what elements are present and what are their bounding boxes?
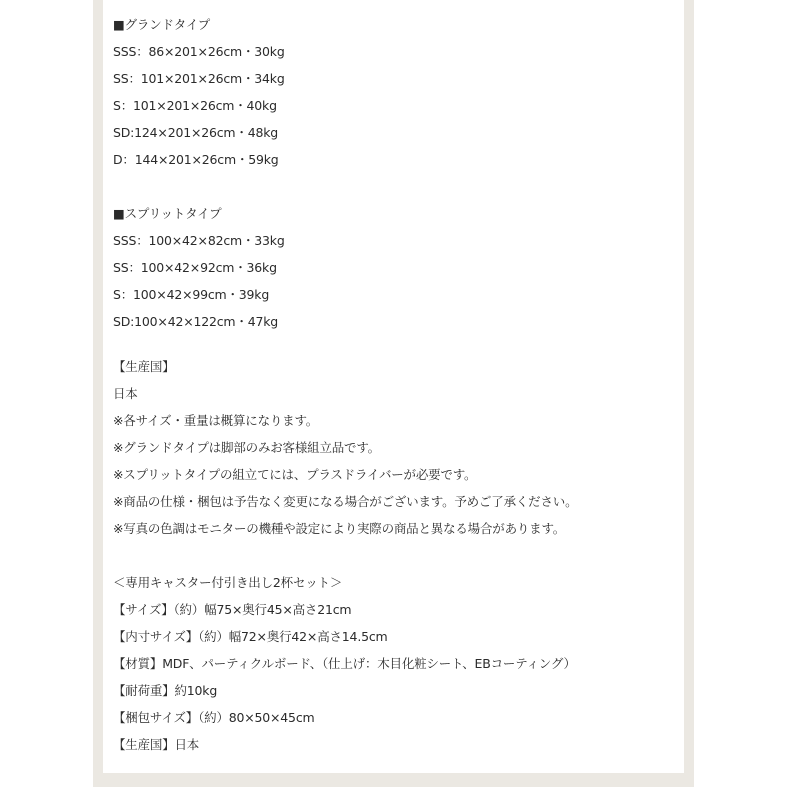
drawer-heading: ＜専用キャスター付引き出し2杯セット＞ bbox=[113, 575, 343, 590]
drawer-load: 【耐荷重】約10kg bbox=[113, 683, 218, 698]
drawer-size: 【サイズ】（約）幅75×奥行45×高さ21cm bbox=[113, 602, 352, 617]
grand-type-heading: ■グランドタイプ bbox=[113, 17, 211, 32]
note-item: ※商品の仕様・梱包は予告なく変更になる場合がございます。予めご了承ください。 bbox=[113, 494, 578, 509]
split-type-item: SSS：100×42×82cm・33kg bbox=[113, 233, 285, 248]
origin-heading: 【生産国】 bbox=[113, 359, 175, 374]
split-type-item: S：100×42×99cm・39kg bbox=[113, 287, 270, 302]
drawer-inner-size: 【内寸サイズ】（約）幅72×奥行42×高さ14.5cm bbox=[113, 629, 388, 644]
note-item: ※各サイズ・重量は概算になります。 bbox=[113, 413, 319, 428]
split-type-heading: ■スプリットタイプ bbox=[113, 206, 222, 221]
note-item: ※写真の色調はモニターの機種や設定により実際の商品と異なる場合があります。 bbox=[113, 521, 566, 536]
grand-type-item: D：144×201×26cm・59kg bbox=[113, 152, 279, 167]
grand-type-item: SD:124×201×26cm・48kg bbox=[113, 125, 278, 140]
grand-type-item: S：101×201×26cm・40kg bbox=[113, 98, 277, 113]
drawer-package-size: 【梱包サイズ】（約）80×50×45cm bbox=[113, 710, 315, 725]
note-item: ※スプリットタイプの組立てには、プラスドライバーが必要です。 bbox=[113, 467, 477, 482]
drawer-origin: 【生産国】日本 bbox=[113, 737, 200, 752]
origin-value: 日本 bbox=[113, 386, 138, 401]
grand-type-item: SS：101×201×26cm・34kg bbox=[113, 71, 285, 86]
split-type-item: SS：100×42×92cm・36kg bbox=[113, 260, 277, 275]
grand-type-item: SSS：86×201×26cm・30kg bbox=[113, 44, 285, 59]
drawer-material: 【材質】MDF、パーティクルボード、（仕上げ：木目化粧シート、EBコーティング） bbox=[113, 656, 576, 671]
note-item: ※グランドタイプは脚部のみお客様組立品です。 bbox=[113, 440, 380, 455]
split-type-item: SD:100×42×122cm・47kg bbox=[113, 314, 278, 329]
